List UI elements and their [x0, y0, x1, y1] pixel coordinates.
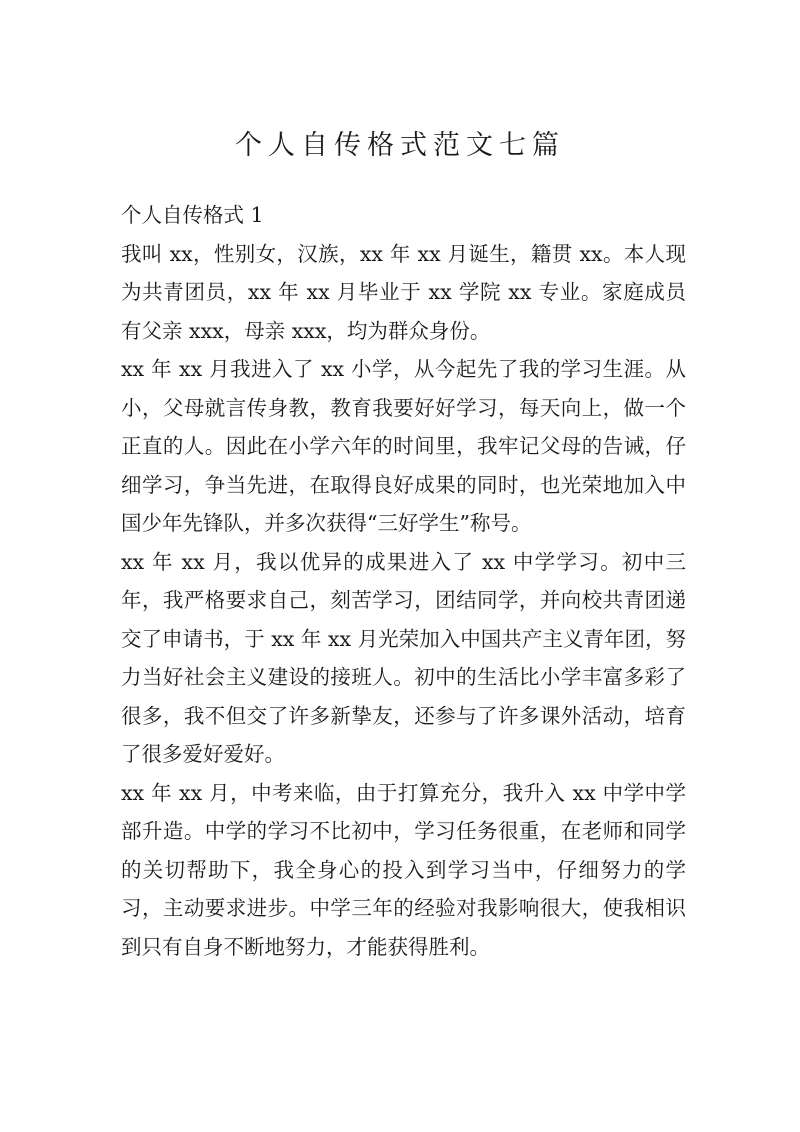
- document-title: 个人自传格式范文七篇: [235, 130, 565, 161]
- paragraph-2: xx 年 xx 月我进入了 xx 小学，从今起先了我的学习生涯。从小，父母就言传身教，教育我要好好学习，每天向上，做一个正直的人。因此在小学六年的时间里，我牢记父母的告诫，仔细学习，争当先进，在取得良好成果的同时，也光荣地加入中国少年先锋队，并多次获得“三好学生”称号。: [121, 357, 686, 535]
- paragraph-4: xx 年 xx 月，中考来临，由于打算充分，我升入 xx 中学中学部升造。中学的学习不比初中，学习任务很重，在老师和同学的关切帮助下，我全身心的投入到学习当中，仔细努力的学习，主动要求进步。中学三年的经验对我影响很大，使我相识到只有自身不断地努力，才能获得胜利。: [121, 780, 686, 959]
- paragraph-1: 我叫 xx，性别女，汉族，xx 年 xx 月诞生，籍贯 xx。本人现为共青团员，xx 年 xx 月毕业于 xx 学院 xx 专业。家庭成员有父亲 xxx，母亲 xxx，均为群众身份。: [121, 241, 686, 343]
- paragraph-3: xx 年 xx 月，我以优异的成果进入了 xx 中学学习。初中三年，我严格要求自己，刻苦学习，团结同学，并向校共青团递交了申请书，于 xx 年 xx 月光荣加入中国共产主义青年团，努力当好社会主义建设的接班人。初中的生活比小学丰富多彩了很多，我不但交了许多新挚友，还参与了许多课外活动，培育了很多爱好爱好。: [121, 549, 686, 766]
- section-heading: 个人自传格式 1: [121, 203, 264, 227]
- document-body: [121, 196, 686, 966]
